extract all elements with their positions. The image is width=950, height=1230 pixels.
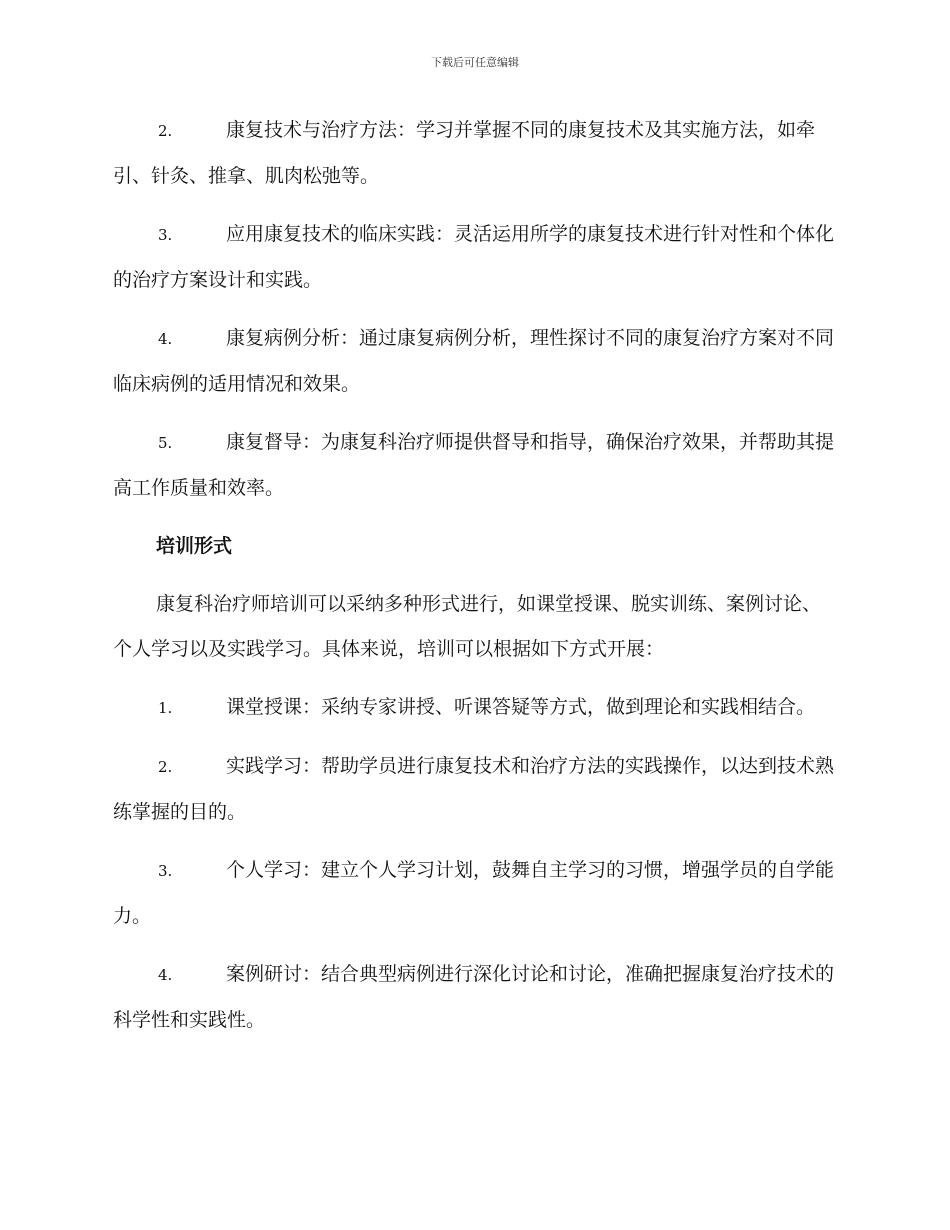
list-text: 康复病例分析：通过康复病例分析，理性探讨不同的康复治疗方案对不同临床病例的适用情况和效果。 bbox=[113, 327, 835, 395]
list-item bbox=[113, 420, 838, 511]
list-text: 实践学习：帮助学员进行康复技术和治疗方法的实践操作，以达到技术熟练掌握的目的。 bbox=[113, 755, 835, 823]
list-text: 案例研讨：结合典型病例进行深化讨论和讨论，准确把握康复治疗技术的科学性和实践性。 bbox=[113, 963, 835, 1031]
list-number: 1. bbox=[158, 699, 173, 717]
list-item bbox=[113, 848, 838, 939]
list-number: 2. bbox=[158, 122, 173, 140]
list-number: 3. bbox=[158, 226, 173, 244]
list-text: 应用康复技术的临床实践：灵活运用所学的康复技术进行针对性和个体化的治疗方案设计和实践。 bbox=[113, 223, 835, 291]
intro-paragraph: 康复科治疗师培训可以采纳多种形式进行，如课堂授课、脱实训练、案例讨论、个人学习以及实践学习。具体来说，培训可以根据如下方式开展： bbox=[113, 593, 822, 660]
section-heading: 培训形式 bbox=[156, 535, 233, 557]
list-text: 课堂授课：采纳专家讲授、听课答疑等方式，做到理论和实践相结合。 bbox=[226, 696, 816, 718]
list-item bbox=[113, 316, 838, 407]
list-number: 5. bbox=[158, 434, 173, 452]
list-item bbox=[113, 108, 838, 199]
list-text: 康复技术与治疗方法：学习并掌握不同的康复技术及其实施方法，如牵引、针灸、推拿、肌肉松弛等。 bbox=[113, 119, 816, 187]
list-number: 4. bbox=[158, 966, 173, 984]
list-number: 2. bbox=[158, 758, 173, 776]
page-header: 下载后可任意编辑 bbox=[431, 56, 519, 69]
list-item bbox=[113, 212, 838, 303]
list-number: 4. bbox=[158, 330, 173, 348]
list-item bbox=[113, 685, 838, 731]
document-body bbox=[113, 108, 838, 1056]
list-text: 个人学习：建立个人学习计划，鼓舞自主学习的习惯，增强学员的自学能力。 bbox=[113, 859, 835, 927]
list-number: 3. bbox=[158, 862, 173, 880]
list-text: 康复督导：为康复科治疗师提供督导和指导，确保治疗效果，并帮助其提高工作质量和效率。 bbox=[113, 431, 835, 499]
list-item bbox=[113, 952, 838, 1043]
list-item bbox=[113, 744, 838, 835]
